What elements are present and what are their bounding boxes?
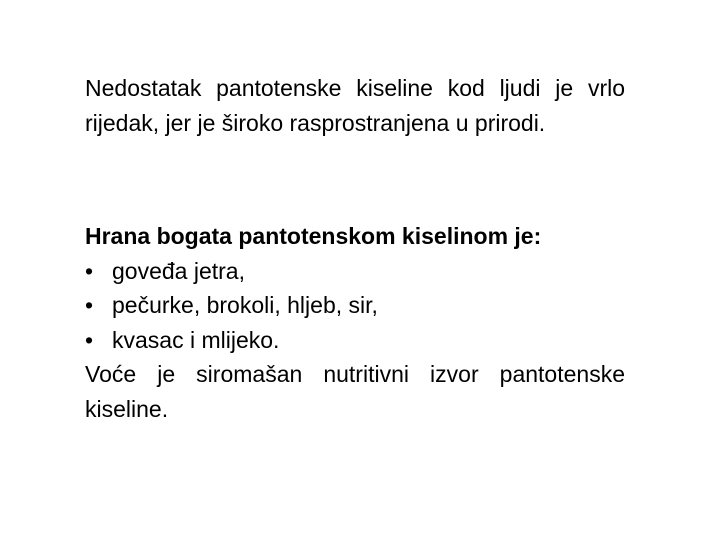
section-heading: Hrana bogata pantotenskom kiselinom je:	[85, 223, 542, 249]
bullet-text: kvasac i mlijeko.	[112, 326, 280, 353]
bullet-item	[85, 323, 625, 358]
bullet-item	[85, 254, 625, 289]
bullet-icon: •	[85, 292, 94, 318]
bullet-text: goveđa jetra,	[112, 257, 245, 284]
closing-paragraph: Voće je siromašan nutritivni izvor pantotenske kiseline.	[85, 361, 625, 422]
intro-paragraph: Nedostatak pantotenske kiseline kod ljudi je vrlo rijedak, jer je široko rasprostranjena u prirodi.	[85, 75, 625, 136]
bullet-icon: •	[85, 257, 94, 284]
bullet-text: pečurke, brokoli, hljeb, sir,	[112, 292, 378, 318]
food-sources-section	[85, 219, 625, 426]
bullet-icon: •	[85, 326, 94, 353]
bullet-item	[85, 288, 625, 323]
